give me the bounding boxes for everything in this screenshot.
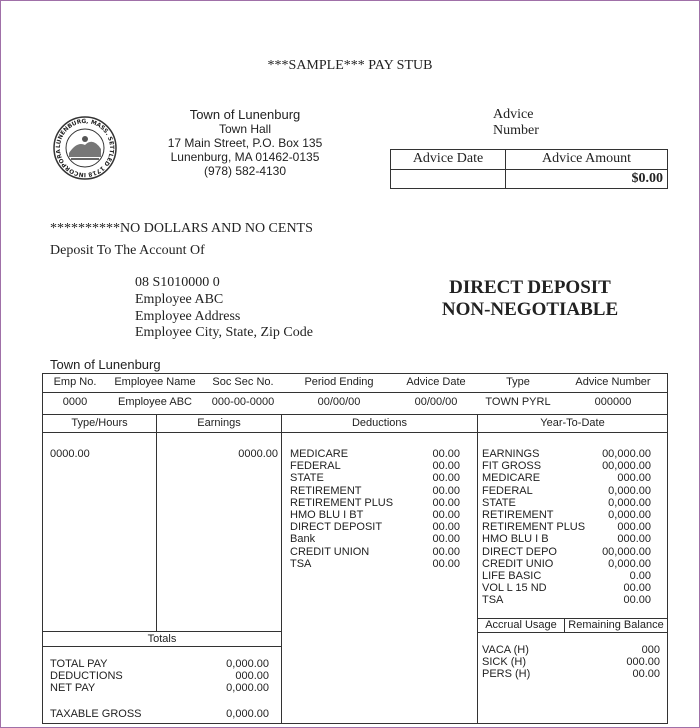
- deductions-header: Deductions: [351, 417, 408, 429]
- employee-city: Employee City, State, Zip Code: [135, 325, 313, 340]
- pay-stub-table: [42, 373, 668, 724]
- deduction-label: RETIREMENT: [290, 484, 362, 497]
- deduction-label: CREDIT UNION: [290, 545, 370, 558]
- type-hours-header: Type/Hours: [71, 417, 128, 429]
- deduction-value: 00.00: [432, 557, 460, 570]
- ytd-label: VOL L 15 ND: [482, 582, 547, 595]
- accrual-label: SICK (H): [482, 656, 526, 669]
- employer-line2: 17 Main Street, P.O. Box 135: [167, 136, 323, 150]
- employer-line3: Lunenburg, MA 01462-0135: [170, 150, 320, 164]
- advice-box: [390, 149, 668, 189]
- employer-name: Town of Lunenburg: [189, 107, 301, 122]
- direct-deposit-label: DIRECT DEPOSIT: [449, 277, 611, 298]
- deduction-label: FEDERAL: [290, 460, 341, 473]
- info-header: Employee Name: [114, 376, 196, 388]
- ytd-value: 0,000.00: [608, 557, 651, 570]
- ytd-label: DIRECT DEPO: [482, 545, 557, 558]
- ytd-value: 00,000.00: [602, 448, 651, 460]
- info-header: Advice Number: [575, 376, 651, 388]
- info-value: 000-00-0000: [211, 396, 275, 408]
- employer-line1: Town Hall: [218, 122, 272, 136]
- ytd-label: LIFE BASIC: [482, 570, 542, 582]
- advice-number-label: Number: [493, 123, 539, 138]
- info-header: Period Ending: [304, 376, 374, 388]
- ytd-value: 0,000.00: [608, 509, 651, 521]
- accrual-value: 000.00: [626, 656, 660, 669]
- accrual-value: 00.00: [632, 668, 660, 681]
- advice-date-header: Advice Date: [412, 151, 484, 166]
- ytd-label: STATE: [482, 496, 516, 509]
- ytd-value: 00,000.00: [602, 460, 651, 473]
- deduction-value: 00.00: [432, 509, 460, 521]
- totals-value: 0,000.00: [226, 708, 269, 720]
- employee-address: Employee Address: [135, 309, 241, 324]
- ytd-value: 000.00: [617, 533, 651, 546]
- info-value: 00/00/00: [317, 396, 361, 408]
- ytd-label: CREDIT UNIO: [482, 557, 554, 570]
- accrual-usage-header: Accrual Usage: [485, 619, 557, 631]
- non-negotiable-label: NON-NEGOTIABLE: [441, 299, 619, 320]
- deduction-label: Bank: [290, 533, 316, 546]
- deduction-label: STATE: [290, 472, 324, 485]
- info-header: Emp No.: [53, 376, 97, 388]
- employer-phone: (978) 582-4130: [203, 164, 287, 178]
- ytd-value: 00.00: [623, 594, 651, 607]
- ytd-value: 000.00: [617, 472, 651, 485]
- info-header: Soc Sec No.: [212, 376, 274, 388]
- deduction-label: TSA: [290, 557, 312, 570]
- deduction-value: 00.00: [432, 484, 460, 497]
- advice-amount-header: Advice Amount: [541, 151, 632, 166]
- ytd-label: HMO BLU I B: [482, 533, 549, 546]
- remaining-balance-header: Remaining Balance: [568, 619, 664, 631]
- advice-label: Advice: [493, 107, 534, 122]
- totals-header: Totals: [147, 633, 177, 645]
- info-value: 0000: [62, 396, 88, 408]
- info-header: Type: [506, 376, 530, 388]
- accrual-label: VACA (H): [482, 644, 529, 656]
- info-value: 000000: [594, 396, 632, 408]
- deduction-label: HMO BLU I BT: [290, 509, 364, 521]
- totals-label: NET PAY: [50, 682, 96, 694]
- info-value: TOWN PYRL: [485, 396, 551, 408]
- deduction-value: 00.00: [432, 521, 460, 534]
- ytd-value: 00.00: [623, 582, 651, 595]
- accrual-label: PERS (H): [482, 668, 531, 681]
- ytd-value: 0,000.00: [608, 484, 651, 497]
- ytd-label: RETIREMENT PLUS: [482, 521, 586, 534]
- employee-name: Employee ABC: [135, 292, 224, 307]
- totals-value: 0,000.00: [226, 658, 269, 670]
- info-value: 00/00/00: [414, 396, 458, 408]
- ytd-value: 0,000.00: [608, 496, 651, 509]
- town-seal: [52, 115, 118, 181]
- ytd-label: FIT GROSS: [482, 460, 542, 473]
- ytd-value: 00,000.00: [602, 545, 651, 558]
- totals-value: 000.00: [235, 670, 269, 682]
- amount-in-words: **********NO DOLLARS AND NO CENTS: [50, 221, 313, 236]
- totals-label: TAXABLE GROSS: [50, 708, 142, 720]
- deduction-label: DIRECT DEPOSIT: [290, 521, 383, 534]
- ytd-label: FEDERAL: [482, 484, 533, 497]
- advice-amount-value: $0.00: [631, 171, 663, 186]
- ytd-label: EARNINGS: [482, 448, 540, 460]
- info-value: Employee ABC: [118, 396, 192, 408]
- deduction-value: 00.00: [432, 533, 460, 546]
- ytd-value: 0.00: [629, 570, 651, 582]
- earnings-header: Earnings: [197, 417, 241, 429]
- deduction-value: 00.00: [432, 545, 460, 558]
- ytd-label: MEDICARE: [482, 472, 541, 485]
- hours-value: 0000.00: [50, 448, 90, 460]
- info-header: Advice Date: [406, 376, 466, 388]
- deduction-value: 00.00: [432, 472, 460, 485]
- earnings-value: 0000.00: [238, 448, 278, 460]
- stub-org-name: Town of Lunenburg: [50, 357, 161, 372]
- account-number: 08 S1010000 0: [135, 275, 220, 290]
- seal-text: LUNENBURG, MASS. SETTLED 1718 INCORPORA: [55, 118, 115, 178]
- deposit-label: Deposit To The Account Of: [50, 243, 205, 258]
- accrual-value: 000: [641, 644, 660, 656]
- ytd-label: RETIREMENT: [482, 509, 554, 521]
- ytd-header: Year-To-Date: [540, 417, 605, 429]
- deduction-value: 00.00: [432, 460, 460, 473]
- ytd-value: 000.00: [617, 521, 651, 534]
- ytd-label: TSA: [482, 594, 504, 607]
- page-title: ***SAMPLE*** PAY STUB: [267, 58, 433, 73]
- totals-label: TOTAL PAY: [50, 658, 108, 670]
- deduction-label: RETIREMENT PLUS: [290, 496, 394, 509]
- totals-value: 0,000.00: [226, 682, 269, 694]
- deduction-value: 00.00: [432, 448, 460, 460]
- deduction-value: 00.00: [432, 496, 460, 509]
- deduction-label: MEDICARE: [290, 448, 349, 460]
- totals-label: DEDUCTIONS: [50, 670, 123, 682]
